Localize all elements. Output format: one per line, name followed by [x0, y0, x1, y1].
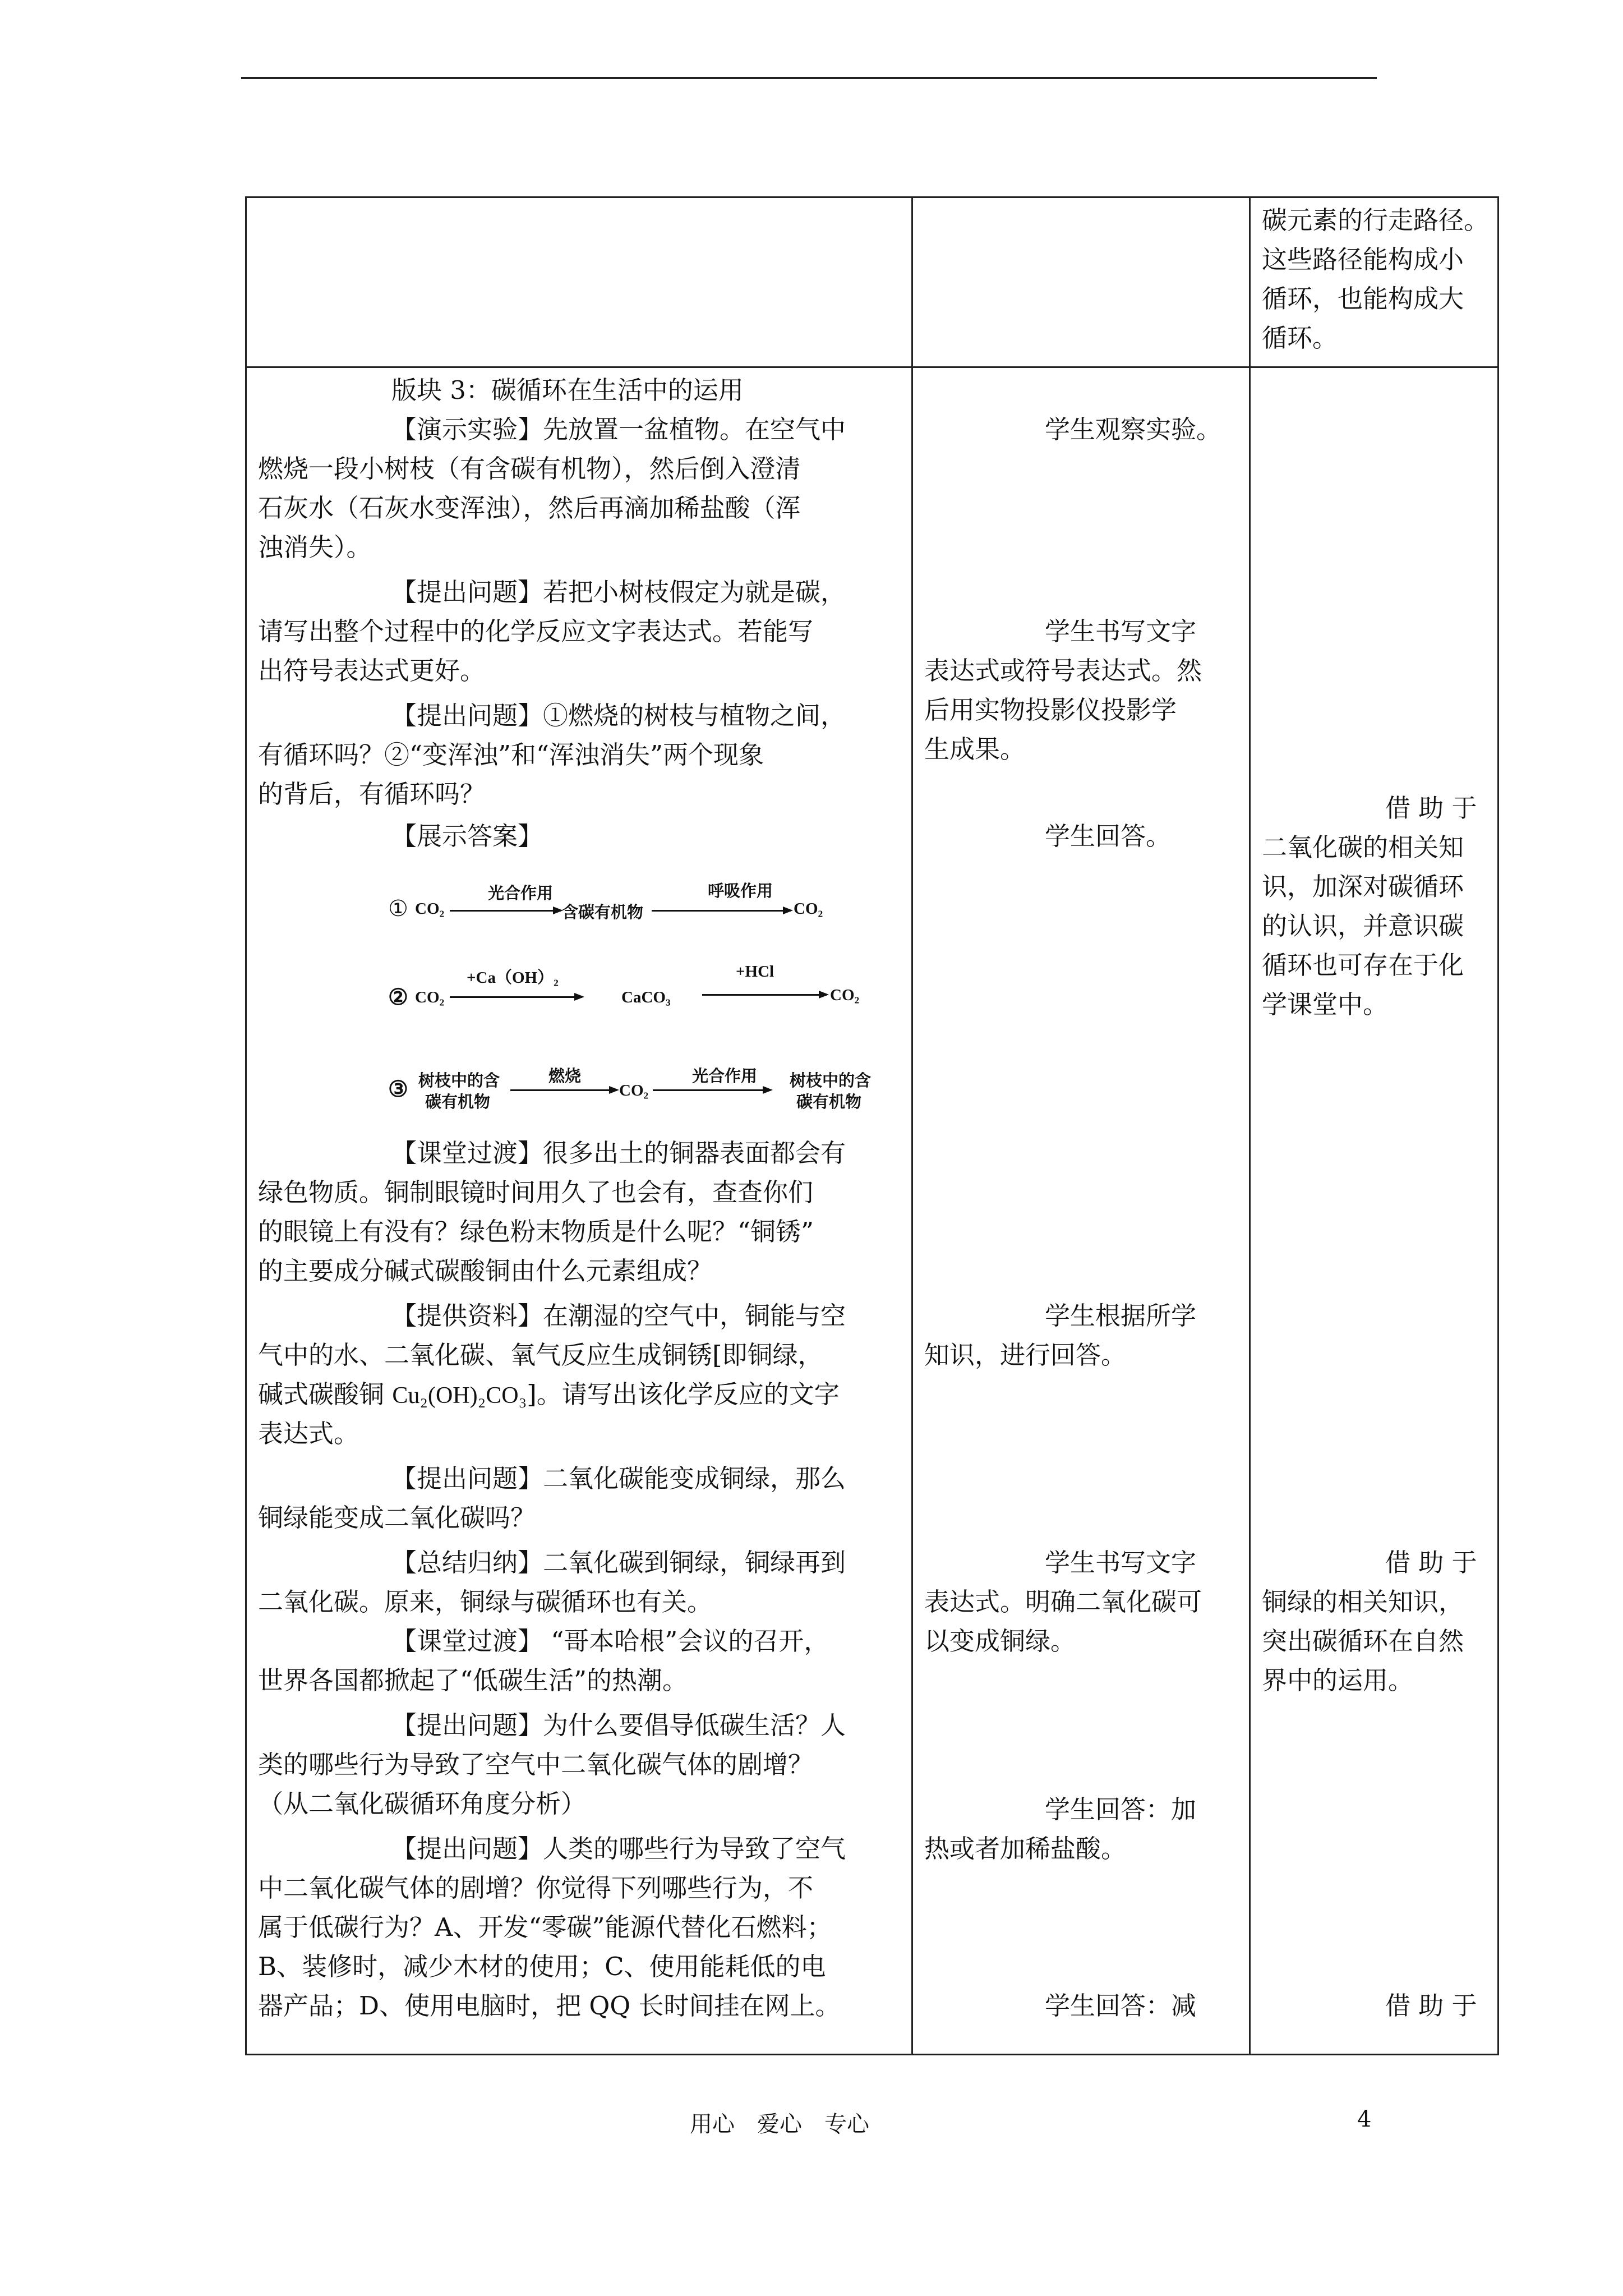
- intent-2: 突出碳循环在自然: [1262, 1626, 1464, 1656]
- eq2-number: ②: [388, 984, 408, 1010]
- top-note-line: 这些路径能构成小: [1262, 245, 1464, 274]
- table-row-top: [246, 197, 1498, 367]
- info-suffix: ]。请写出该化学反应的文字: [527, 1379, 840, 1409]
- intent-1: 识，加深对碳循环: [1262, 872, 1464, 901]
- eq2-arrow1-label: +Ca（OH）₂: [467, 969, 559, 987]
- summary: 【总结归纳】二氧化碳到铜绿，铜绿再到: [391, 1548, 846, 1577]
- student-write: 生成果。: [924, 734, 1026, 764]
- info-paragraph: 气中的水、二氧化碳、氧气反应生成铜锈[即铜绿，: [258, 1340, 823, 1370]
- question-5: 中二氧化碳气体的剧增？你觉得下列哪些行为，不: [258, 1873, 814, 1903]
- question-4: 【提出问题】为什么要倡导低碳生活？人: [391, 1710, 846, 1740]
- top-note-line: 循环。: [1262, 323, 1338, 353]
- eq2-co2-end: CO₂: [830, 986, 860, 1004]
- eq3-organic-end-line1: 树枝中的含: [790, 1072, 872, 1090]
- eq3-organic-end-line2: 碳有机物: [796, 1093, 862, 1111]
- eq2-co2: CO₂: [415, 988, 445, 1006]
- top-cell-3: [1250, 197, 1498, 367]
- student-write-2: 以变成铜绿。: [924, 1626, 1076, 1656]
- student-write: 学生书写文字: [1045, 616, 1197, 646]
- lesson-table: [245, 196, 1499, 2055]
- transition-1: 【课堂过渡】很多出土的铜器表面都会有: [391, 1138, 846, 1168]
- top-note-line: 碳元素的行走路径。: [1262, 205, 1490, 235]
- demo-paragraph: 石灰水（石灰水变浑浊），然后再滴加稀盐酸（浑: [258, 493, 801, 523]
- eq3-arrow2: [653, 1089, 771, 1091]
- intent-1: 学课堂中。: [1262, 990, 1389, 1019]
- question-1: 请写出整个过程中的化学反应文字表达式。若能写: [258, 616, 814, 646]
- question-2: 【提出问题】①燃烧的树枝与植物之间，: [391, 701, 846, 730]
- intent-1: 借 助 于: [1385, 793, 1477, 823]
- transition-1: 的主要成分碱式碳酸铜由什么元素组成？: [258, 1256, 713, 1286]
- question-5: 【提出问题】人类的哪些行为导致了空气: [391, 1834, 846, 1864]
- student-write-2: 表达式。明确二氧化碳可: [924, 1587, 1202, 1617]
- student-answer-heat: 学生回答：加: [1045, 1795, 1197, 1824]
- demo-paragraph: 浊消失）。: [258, 532, 372, 562]
- question-4: （从二氧化碳循环角度分析）: [258, 1789, 587, 1819]
- student-write: 后用实物投影仪投影学: [924, 695, 1177, 725]
- transition-1: 的眼镜上有没有？绿色粉末物质是什么呢？“铜锈”: [258, 1217, 814, 1246]
- question-3: 铜绿能变成二氧化碳吗？: [258, 1503, 536, 1533]
- student-answer-knowledge: 学生根据所学: [1045, 1301, 1197, 1331]
- eq3-organic-line2: 碳有机物: [425, 1093, 491, 1111]
- eq2-arrow2: [702, 994, 827, 996]
- footer-motto: 用心 爱心 专心: [690, 2111, 869, 2137]
- demo-paragraph: 【演示实验】先放置一盆植物。在空气中: [391, 415, 846, 444]
- intent-2: 界中的运用。: [1262, 1665, 1414, 1695]
- eq2-arrow1: [450, 996, 582, 998]
- eq3-number: ③: [388, 1076, 408, 1102]
- top-cell-1: [246, 197, 912, 367]
- question-1: 出符号表达式更好。: [258, 656, 486, 685]
- intent-3: 借 助 于: [1385, 1991, 1477, 2021]
- transition-1: 绿色物质。铜制眼镜时间用久了也会有，查查你们: [258, 1177, 814, 1207]
- eq1-co2-end: CO₂: [794, 900, 823, 918]
- question-1: 【提出问题】若把小树枝假定为就是碳，: [391, 577, 846, 607]
- question-4: 类的哪些行为导致了空气中二氧化碳气体的剧增？: [258, 1750, 814, 1779]
- eq3-arrow2-label: 光合作用: [692, 1068, 758, 1085]
- eq3-organic-line1: 树枝中的含: [418, 1072, 500, 1090]
- table-row-main: [246, 367, 1498, 2055]
- intent-1: 的认识，并意识碳: [1262, 911, 1464, 941]
- summary: 二氧化碳。原来，铜绿与碳循环也有关。: [258, 1587, 713, 1617]
- eq3-arrow1: [510, 1089, 617, 1091]
- eq1-organic: 含碳有机物: [562, 904, 644, 922]
- intent-2: 借 助 于: [1385, 1548, 1477, 1577]
- eq1-number: ①: [388, 896, 408, 921]
- eq3-arrow1-label: 燃烧: [548, 1068, 582, 1085]
- student-activity-cell: [912, 367, 1250, 2055]
- intent-1: 循环也可存在于化: [1262, 950, 1464, 980]
- student-observe: 学生观察实验。: [1045, 415, 1222, 444]
- eq1-arrow2-label: 呼吸作用: [708, 882, 773, 900]
- demo-paragraph: 燃烧一段小树枝（有含碳有机物），然后倒入澄清: [258, 454, 801, 484]
- info-formula: Cu₂(OH)₂CO₃: [392, 1383, 527, 1409]
- intent-1: 二氧化碳的相关知: [1262, 832, 1464, 862]
- info-paragraph: [258, 1375, 840, 1415]
- answer-heading: 【展示答案】: [391, 821, 543, 851]
- eq2-caco3: CaCO₃: [621, 988, 671, 1006]
- question-2: 有循环吗？②“变浑浊”和“浑浊消失”两个现象: [258, 740, 764, 770]
- info-paragraph: 【提供资料】在潮湿的空气中，铜能与空: [391, 1301, 846, 1331]
- info-paragraph: 表达式。: [258, 1419, 359, 1448]
- student-write-2: 学生书写文字: [1045, 1548, 1197, 1577]
- eq1-co2: CO₂: [415, 900, 445, 918]
- question-3: 【提出问题】二氧化碳能变成铜绿，那么: [391, 1464, 846, 1493]
- page-number: 4: [1357, 2106, 1372, 2132]
- eq1-arrow1-label: 光合作用: [488, 885, 554, 903]
- eq1-arrow1: [450, 910, 561, 912]
- intent-2: 铜绿的相关知识，: [1262, 1587, 1464, 1617]
- design-intent-cell: [1250, 367, 1498, 2055]
- student-answer: 学生回答。: [1045, 821, 1172, 851]
- top-cell-2: [912, 197, 1250, 367]
- top-note-line: 循环，也能构成大: [1262, 284, 1464, 314]
- student-answer-knowledge: 知识，进行回答。: [924, 1340, 1127, 1370]
- eq2-arrow2-label: +HCl: [736, 963, 774, 981]
- question-5: 属于低碳行为？A、开发“零碳”能源代替化石燃料；: [258, 1912, 832, 1942]
- question-5: 器产品；D、使用电脑时，把 QQ 长时间挂在网上。: [258, 1991, 841, 2021]
- eq1-arrow2: [652, 910, 791, 912]
- transition-2: 【课堂过渡】 “哥本哈根”会议的召开，: [391, 1626, 829, 1656]
- header-rule: [241, 77, 1377, 79]
- teacher-activity-cell: [246, 367, 912, 2055]
- info-prefix: 碱式碳酸铜: [258, 1379, 393, 1409]
- student-answer-reduce: 学生回答：减: [1045, 1991, 1197, 2021]
- eq3-co2: CO₂: [619, 1082, 649, 1099]
- student-answer-heat: 热或者加稀盐酸。: [924, 1834, 1127, 1864]
- student-write: 表达式或符号表达式。然: [924, 656, 1202, 685]
- question-5: B、装修时，减少木材的使用；C、使用能耗低的电: [258, 1952, 826, 1981]
- section-title: 版块 3：碳循环在生活中的运用: [391, 375, 744, 405]
- question-2: 的背后，有循环吗？: [258, 779, 486, 809]
- transition-2: 世界各国都掀起了“低碳生活”的热潮。: [258, 1665, 688, 1695]
